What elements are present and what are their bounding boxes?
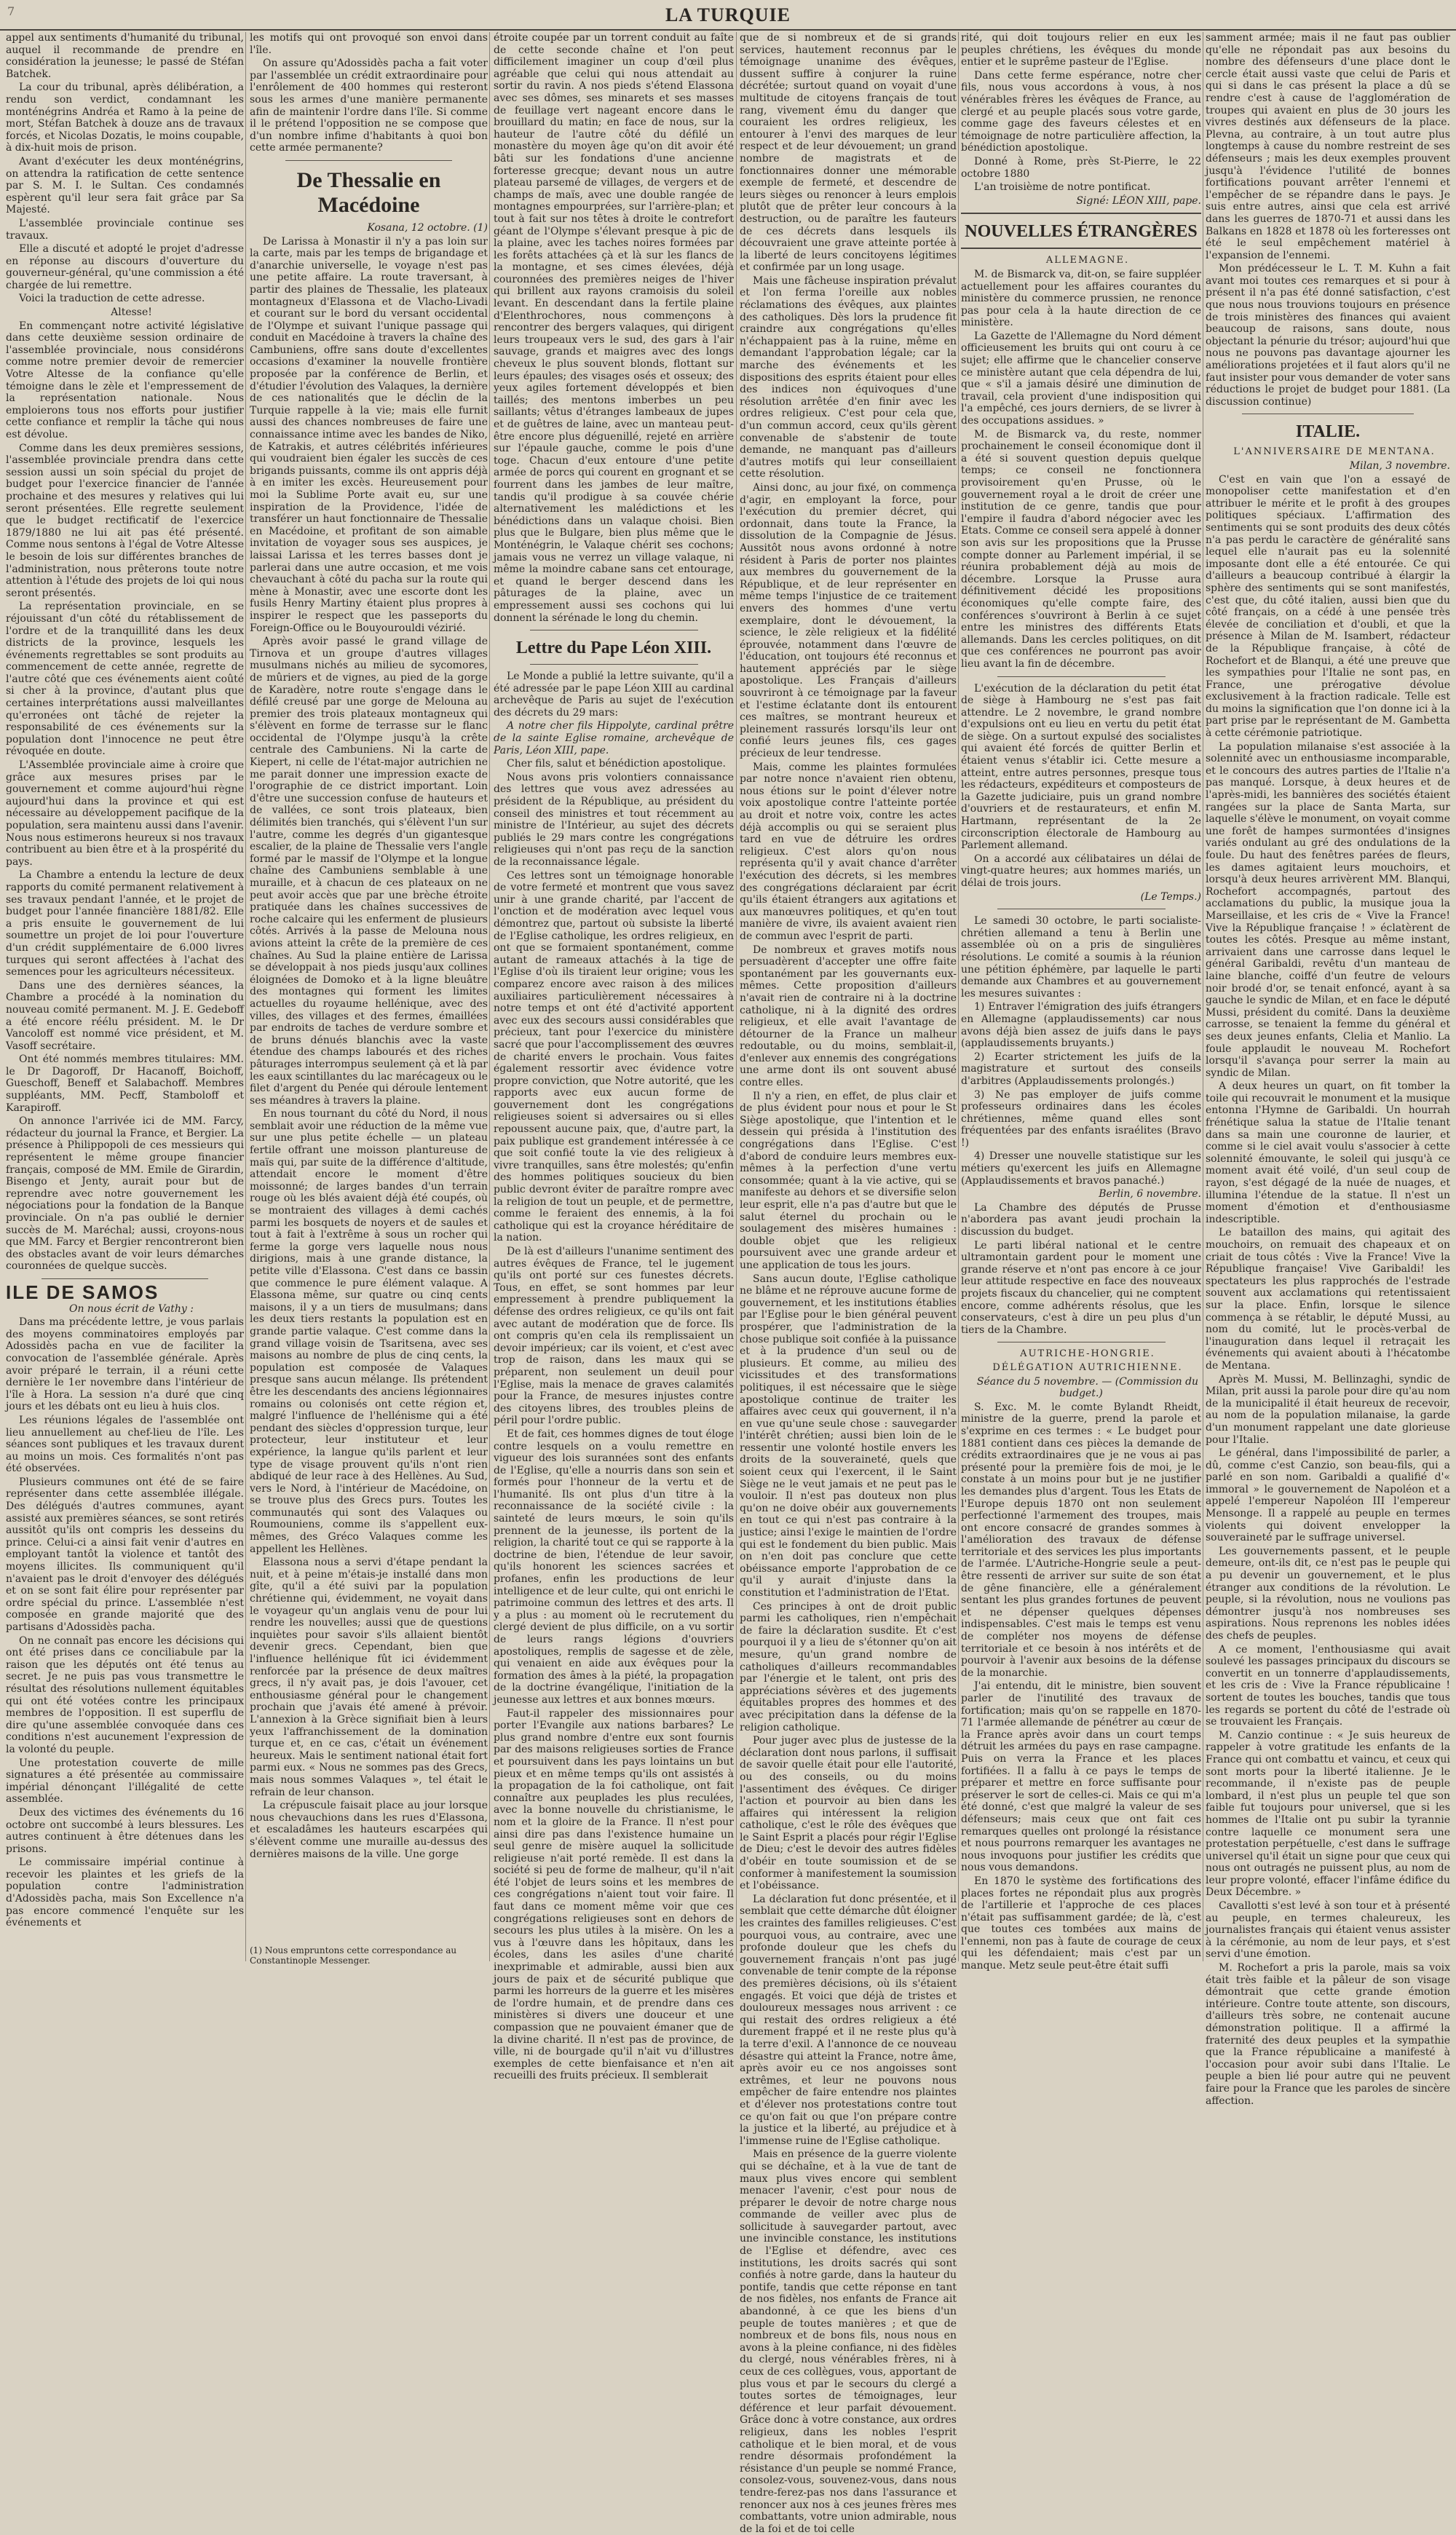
- divider: [530, 664, 698, 665]
- paragraph: Cher fils, salut et bénédiction apostolique.: [507, 758, 726, 770]
- paragraph: L'Assemblée provinciale aime à croire que grâce aux mesures prises par le gouvernement et comme aujourd'hui règne aujourd'hui dans la province et qui est nécessaire au développement pacifique de la population, sera maintenu aussi dans l'avenir. Nous nous estimerons heureux si nos travaux contribuent au bien être et à la prospérité du pays.: [6, 759, 244, 868]
- paragraph: Dans une des dernières séances, la Chambre a procédé à la nomination du nouveau comité permanent. M. J. E. Gedeboff a été encore réélu président. M. le Dr Vancoloff est nommé vice président, et M. Vasoff secrétaire.: [6, 979, 244, 1052]
- paragraph: Sans aucun doute, l'Eglise catholique ne blâme et ne réprouve aucune forme de gouvernement, et les institutions établies par l'Eglise pour le bien général peuvent prospérer, que l'administration de la chose publique soit confiée à la puissance et à la prudence d'un seul ou de plusieurs. Et comme, au milieu des vicissitudes et des transformations politiques, il est nécessaire que le siège apostolique continue de traiter les affaires avec ceux qui gouvernent, il n'a en vue qu'une seule chose : sauvegarder l'intérêt chrétien; aussi bien loin de le ressentir une volonté hostile envers les droits de la souveraineté, quels que soient ceux qui l'exercent, il le Saint Siège ne le veut jamais et ne peut pas le vouloir. Il n'est pas douteux non plus qu'on ne doive obéir aux gouvernements en tout ce qui n'est pas contraire à la justice; ainsi l'exige le maintien de l'ordre qui est le fondement du bien public. Mais on n'en doit pas conclure que cette obéissance emporte l'approbation de ce qu'il y aurait d'injuste dans la constitution et l'administration de l'Etat.: [740, 1273, 957, 1599]
- paragraph: Mais, comme les plaintes formulées par notre nonce n'avaient rien obtenu, nous étions sur le point d'élever notre voix apostolique contre l'atteinte portée au droit et notre voix, contre les actes déjà accomplis ou qui se seraient plus tard en vue de détruire les ordres religieux. C'est alors qu'on nous représenta qu'il y avait chance d'arrêter l'exécution des décrets, si les membres des congrégations déclaraient par écrit qu'ils étaient étrangers aux agitations et aux manœuvres politiques, et qu'en tout manière de vivre, ils avaient avaient rien de commun avec l'esprit de parti.: [740, 761, 957, 942]
- paragraph: S. Exc. M. le comte Bylandt Rheidt, ministre de la guerre, prend la parole et s'exprime en ces termes : « Le budget pour 1881 contient dans ces pièces la demande de crédits extraordinaires que je ne vous ai pas présenté pour la première fois de moi, je le constate à un moins pour but je ne justifier les demandes plus d'argent. Tous les Etats de l'Europe depuis 1870 ont non seulement perfectionné l'armement des troupes, mais ont encore consacré de grandes sommes à l'amélioration des travaux de défense territoriale et des services les plus importants de l'armée. L'Autriche-Hongrie seule a peut-être ressenti de arriver sur suite de son état de gêne financière, elle a généralement sentant les plus grandes fortunes de peuvent et ne dépenser quelques dépenses indispensables. C'est mais le temps est venu de compléter nos moyens de défense territoriale et ce besoin à nos intérêts et de pourvoir à l'avenir aux besoins de la défense de la monarchie.: [961, 1401, 1201, 1679]
- paragraph: On a accordé aux célibataires un délai de vingt-quatre heures; aux hommes mariés, un délai de trois jours.: [961, 853, 1201, 889]
- column-4: [740, 32, 957, 2535]
- masthead: [0, 0, 1456, 31]
- paragraph: Après avoir passé le grand village de Tirnova et un groupe d'autres villages musulmans nichés au milieu de sycomores, de mûriers et de vignes, au pied de la gorge de Karadère, notre route s'engage dans le défilé creusé par une gorge de Melouna au premier des trois plateaux montagneux qui s'élèvent en forme de terrasse sur le flanc occidental de l'Olympe jusqu'à la crête centrale des Cambuniens. Ni la carte de Kiepert, ni celle de l'état-major autrichien ne me parait donner une impression exacte de l'orographie de ce district important. Loin d'être une succession confuse de hauteurs et de vallées, ce sont trois plateaux, bien délimités bien tranchés, qui s'élèvent l'un sur l'autre, comme les degrés d'un gigantesque escalier, de la plaine de Thessalie vers l'angle formé par le massif de l'Olympe et la longue chaîne des Cambuniens semblable à une muraille, et à chacun de ces plateaux on ne peut avoir accès que par une brèche étroite pratiquée dans les chaînes successives de roche calcaire qui les enferment de plusieurs côtés. Arrivés à la passe de Melouna nous avions atteint la crête de la première de ces chaînes. Au Sud la plaine entière de Larissa se développait à nos pieds jusqu'aux collines éloignées de Domoko et à la ligne bleuâtre des montagnes qui forment les limites actuelles du royaume hellénique, avec des villes, des villages et des fermes, émaillées par endroits de taches de verdure sombre et de bruns dénués blanchis avec la vaste étendue des champs labourés et des riches pâturages interrompus seulement çà et là par les eaux scintillantes du lac marécageux ou le filet d'argent du Penée qui déroule lentement ses méandres à travers la plaine.: [250, 636, 488, 1107]
- paragraph: En 1870 le système des fortifications des places fortes ne répondait plus aux progrès de l'artillerie et l'approche de ces places n'était pas suffisamment gardée; de là, c'est que toutes ces tombées aux mains de l'ennemi, non pas à faute de courage de ceux qui les défendaient; mais c'est par un manque. Metz seule peut-être était suffi: [961, 1875, 1201, 1972]
- paragraph: Le parti libéral national et le centre ultramontain gardent pour le moment une grande réserve et n'ont pas encore à ce jour leur attitude respective en face des nouveaux projets fiscaux du chancelier, qui ne comptent encore, comme adhérents résolus, que les conservateurs, c'est à dire un peu plus d'un tiers de la Chambre.: [961, 1239, 1201, 1336]
- paragraph: Mais une fâcheuse inspiration prévalut et l'on ferma l'oreille aux nobles réclamations des évêques, aux plaintes des catholiques. Dès lors la prudence fit craindre aux congrégations qu'elles n'échappaient pas à la ruine, même en demandant l'approbation légale; car la marche des événements et les dispositions des esprits étaient pour elles des indices non équivoques d'une résolution arrêtée d'en finir avec les ordres religieux. C'est pour cela que, d'un commun accord, ceux qu'ils gèrent convenable de s'abstenir de toute demande, ne manquant pas d'ailleurs d'autres motifs qui leur conseillaient cette résolution.: [740, 274, 957, 480]
- address-line: A notre cher fils Hippolyte, cardinal prêtre de la sainte Eglise romaine, archevêque de Paris, Léon XIII, pape.: [494, 720, 734, 756]
- paragraph: que de si nombreux et de si grands services, hautement reconnus par le témoignage unanime des évêques, dussent suffire à conjurer la ruine décrétée; surtout quand on voyait d'une multitude de citoyens français de tout rang, vivement ému du danger que couraient les ordres religieux, les entourer à l'envi des marques de leur respect et de leur dévouement; un grand nombre de magistrats et de fonctionnaires donner une mémorable exemple de fermeté, et descendre de leurs sièges ou renoncer à leurs emplois plutôt que de prêter leur concours à la destruction, ou de paraître les fauteurs de ces décrets dans lesquels ils découvraient une grave atteinte portée à la liberté de leurs concitoyens légitimes et confirmée par un long usage.: [740, 32, 957, 274]
- dateline: Berlin, 6 novembre.: [1099, 1188, 1201, 1201]
- paragraph: Dans ma précédente lettre, je vous parlais des moyens comminatoires employés par Adossidès pacha en vue de faciliter la convocation de l'assemblée générale. Après avoir préparé le terrain, il a réuni cette dernière le 1er novembre dans l'intérieur de l'île à Hora. La session n'a duré que cinq jours et les débats ont eu lieu à huis clos.: [6, 1316, 244, 1413]
- paragraph: M. de Bismarck va, dit-on, se faire suppléer actuellement pour les affaires courantes du ministère du commerce prussien, ne renonce pas pour cela à la haute direction de ce ministère.: [961, 268, 1201, 329]
- paragraph: Une protestation couverte de mille signatures a été présentée au commissaire impérial dénonçant l'illégalité de cette assemblée.: [6, 1757, 244, 1806]
- paragraph: Avant d'exécuter les deux monténégrins, on attendra la ratification de cette sentence par S. M. I. le Sultan. Ces condamnés espèrent qu'il leur sera fait grâce par Sa Majesté.: [6, 155, 244, 216]
- session-line: Séance du 5 novembre. — (Commission du budget.): [976, 1375, 1199, 1400]
- footnote: (1) Nous empruntons cette correspondance au Constantinople Messenger.: [250, 1945, 457, 1966]
- section-heading-foreign-news: NOUVELLES ÉTRANGÈRES: [965, 222, 1198, 242]
- paragraph: En commençant notre activité législative dans cette deuxième session ordinaire de l'assemblée provinciale, nous considérons comme notre premier devoir de remercier Votre Altesse de la confiance qu'elle témoigne dans le zèle et l'empressement de la représentation nationale. Nous emploierons tous nos efforts pour justifier cette confiance et remplir la tâche qui nous est dévolue.: [6, 320, 244, 440]
- section-heading-italy: ITALIE.: [1295, 422, 1361, 442]
- dateline: Kosana, 12 octobre. (1): [367, 221, 488, 234]
- article-heading-thessalie: De Thessalie en Macédoine: [296, 167, 441, 217]
- dateline: On nous écrit de Vathy :: [68, 1302, 194, 1315]
- subheading-germany: ALLEMAGNE.: [1045, 255, 1130, 266]
- paragraph: Le Monde a publié la lettre suivante, qu'il a été adressée par le pape Léon XIII au cardinal archevêque de Paris au sujet de l'exécution des décrets du 29 mars:: [494, 671, 734, 719]
- article-heading-pope-letter: Lettre du Pape Léon XIII.: [515, 638, 712, 658]
- signature-line: Signé: LÉON XIII, pape.: [1076, 194, 1201, 207]
- paragraph: La déclaration fut donc présentée, et il semblait que cette démarche dût éloigner les craintes des familles religieuses. C'est pourquoi vous, au contraire, avec une profonde douleur que les chefs du gouvernement français n'ont pas jugé convenable de tenir compte de la réponse des premières décisions, où ils s'étaient engagés. Et voici que déjà de tristes et douloureux messages nous arrivent : ce qui restait des ordres religieux a été durement frappé et il ne reste plus qu'à la terre d'exil. A l'annonce de ce nouveau désastre qui atteint la France, notre âme, après avoir eu ce nos angoisses sont extrêmes, et leur ne pouvons nous empêcher de faire entendre nos plaintes et d'élever nos protestations contre tout ce qu'on fait ou que l'on prépare contre la justice et la liberté, au préjudice et à l'immense ruine de l'Eglise catholique.: [740, 1893, 957, 2147]
- paragraph: étroite coupée par un torrent conduit au faîte de cette seconde chaîne et l'on peut difficilement imaginer un coup d'œil plus agréable que celui qui nous attendait au sortir du ravin. A nos pieds s'étend Elassona avec ses dômes, ses minarets et ses masses de feuillage vert nageant encore dans le brouillard du matin; en face de nous, sur la hauteur de l'autre côté du défilé un monastère du moyen âge qu'on dit avoir été bâti sur les fondations d'une ancienne forteresse grecque; devant nous un autre plateau parsemé de villages, de vergers et de champs de maïs, avec une double rangée de montagnes empourprées, sur l'arrière-plan; et tout à fait sur nos têtes à droite le contrefort géant de l'Olympe s'élevant presque à pic de la plaine, avec les taches noires formées par les forêts attachées çà et là sur les flancs de la montagne, et ses cimes élevées, déjà couronnées des premières neiges de l'hiver qui brillent aux rayons cramoisis du soleil levant. En descendant dans la fertile plaine d'Elenthrochores, nous commençons à rencontrer des bergers valaques, qui dirigent leurs troupeaux vers le sud, des gars à l'air sauvage, grands et maigres avec des longs cheveux le plus souvent blonds, flottant sur leurs épaules; des visages osés et osseux; des yeux agiles fortement développés et bien taillés; des mentons imberbes un peu saillants; vêtus d'étranges lambeaux de jupes et de guêtres de laine, avec un manteau peut-être encore plus déguenillé, rejeté en arrière sur l'épaule gauche, comme le pois d'une toge. Chacun d'eux entoure d'une petite armée de porcs qui courent en grognant et se fourrent dans les jambes de leur maître, tandis qu'il prodigue à sa couvée chérie alternativement les malédictions et les bénédictions dans un valaque choisi. Bien plus que le Bulgare, bien plus même que le Monténégrin, le Valaque chérit ses cochons; jamais vous ne verrez un village valaque, ni même la moindre cabane sans cet entourage, et quand le berger descend dans les pâturages de la plaine, avec un empressement aussi ses cochons qui lui donnent la sérénade le long du chemin.: [494, 32, 734, 624]
- paragraph: A ce moment, l'enthousiasme qui avait soulevé les passages principaux du discours se convertit en un tonnerre d'applaudissements, et les cris de : Vive la France républicaine ! sortent de toutes les bouches, tandis que tous les regards se portent du côté de l'estrade où se trouvaient les Français.: [1206, 1643, 1450, 1728]
- paragraph: De nombreux et graves motifs nous persuadèrent d'accepter une offre faite spontanément par les gouvernants eux-mêmes. Cette proposition d'ailleurs n'avait rien de contraire ni à la doctrine catholique, ni à la dignité des ordres religieux, et elle avait l'avantage de détourner de la France un malheur redoutable, ou du moins, semblait-il, d'enlever aux ennemis des congrégations une arme dont ils ont souvent abusé contre elles.: [740, 944, 957, 1089]
- paragraph: Ont été nommés membres titulaires: MM. le Dr Dagoroff, Dr Hacanoff, Boichoff, Gueschoff, Beneff et Salabachoff. Membres suppléants, MM. Pecff, Stamboloff et Karapiroff.: [6, 1053, 244, 1114]
- paragraph: 4) Dresser une nouvelle statistique sur les métiers qu'exercent les juifs en Allemagne (Applaudissements et bravos panaché.): [961, 1150, 1201, 1187]
- paragraph: Faut-il rappeler des missionnaires pour porter l'Evangile aux nations barbares? Le plus grand nombre d'entre eux sont fournis par des maisons religieuses sorties de France et poursuivent dans les pays lointains un but pieux et en même temps qu'ils ont assistés à la propagation de la foi catholique, ont fait connaître aux peuplades les plus reculées, avec la bonne nouvelle du christianisme, le nom et la gloire de la France. Il n'est pour ainsi dire pas dans l'existence humaine un seul genre de misère auquel la sollicitude religieuse n'ait porté remède. Il est dans la société si peu de forme de malheur, qu'il n'ait été l'objet de leurs soins et les membres de ces congrégations n'aient tout voir faire. Il faut dans ce moment même voir que ces congrégations religieuses sont en dehors de secours les plus utiles à la misère. On les a vus à l'œuvre dans les hôpitaux, dans les écoles, dans les asiles d'une charité inexprimable et admirable, aussi bien aux jours de paix et de sécurité publique que parmi les horreurs de la guerre et les misères de l'ordre humain, et de prendre dans ces ministères si divers une douceur et une compassion que ne pouvaient émaner que de la divine charité. Il n'est pas de province, de ville, ni de bourgade qu'il n'ait vu d'illustres exemples de cette bienfaisance et n'en ait recueilli des fruits précieux. Il semblerait: [494, 1707, 734, 2082]
- paragraph: De Larissa à Monastir il n'y a pas loin sur la carte, mais par les temps de brigandage et d'anarchie universelle, le voyage n'est pas une petite affaire. La route traversant, à partir des plaines de Thessalie, les plateaux montagneux d'Elassona et de Vlacho-Livadi et courant sur le bord du versant occidental de l'Olympe et suivant l'unique passage qui conduit en Macédoine à travers la chaîne des Cambuniens, offre sans doute d'excellentes occasions d'examiner la nouvelle frontière proposée par la conférence de Berlin, et d'étudier l'évolution des Valaques, la dernière de ces nationalités que le déclin de la Turquie rappelle à la vie; mais elle furnit aussi des chances nombreuses de faire une connaissance intime avec les bandes de Niko, de Katrakis, et autres célébrités inférieures qui voudraient bien égaler les succès de ces brigands puissants, comme ils ont appris déjà à en imiter les excès. Heureusement pour moi la Sublime Porte avait eu, sur une inspiration de la Providence, l'idée de transférer un haut fonctionnaire de Thessalie en Macédoine, et profitant de son aimable invitation de voyager sous ses auspices, je laissai Larissa et les terres basses dont je parlerai dans une autre occasion, et me vois chevauchant à côté du pacha sur la route qui mène à Monastir, avec une escorte dont les fusils Henry Martiny étaient plus propres à inspirer le respect que les passeports du Foreign-Office ou le Bouyourouldi vézirié.: [250, 235, 488, 634]
- source-attribution: (Le Temps.): [1140, 890, 1201, 903]
- page-mark: 7: [7, 4, 15, 18]
- column-rule: [489, 32, 490, 1961]
- column-1: [6, 32, 244, 1961]
- paragraph: Le commissaire impérial continue à recevoir les plaintes et les griefs de la population contre l'administration d'Adossidès pacha, mais Son Excellence n'a pas encore commencé l'enquête sur les événements et: [6, 1856, 244, 1929]
- paragraph: Et de fait, ces hommes dignes de tout éloge contre lesquels on a voulu remettre en vigueur des lois surannées sont des enfants de l'Eglise, qu'elle a nourris dans son sein et formés pour l'honneur de la vertu et de l'humanité. Ils ont plus d'un titre à la reconnaissance de la société civile : la sainteté de leurs mœurs, le soin qu'ils prennent de la jeunesse, ils portent de la religion, la charité tout ce qui se rapporte à la doctrine de bien, l'étendue de leur savoir, qu'ils honorent les sciences sacrées et profanes, enfin les productions de leur intelligence et de leur culte, qui ont enrichi le patrimoine commun des lettres et des arts. Il y a plus : au moment où le recrutement du clergé devient de plus difficile, on a vu sortir de leurs rangs légions d'ouvriers apostoliques, remplis de sagesse et de zèle, qui venaient en aide aux évêques pour la formation des âmes à la piété, la propagation de la doctrine évangélique, l'initiation de la jeunesse aux lettres et aux bonnes mœurs.: [494, 1428, 734, 1706]
- paragraph: La représentation provinciale, en se réjouissant d'un côté du rétablissement de l'ordre et de la tranquillité dans les deux districts de la province, lesquels les événements regrettables se sont produits au commencement de cette année, regrette de l'autre côté que ces événements aient coûté si cher à la province, d'autant plus que certaines interprétations aussi malveillantes qu'erronées ont tâché de rejeter la responsabilité de ces événements sur la population dont l'innocence ne peut être révoquée en doute.: [6, 601, 244, 758]
- paragraph: De là est d'ailleurs l'unanime sentiment des autres évêques de France, tel le jugement qu'ils ont porté sur ces funestes décrets. Tous, en effet, se sont hommes par leur empressement à prendre publiquement la défense des ordres religieux, ce qu'ils ont fait avec autant de modération que de force. Ils ont compris qu'en cela ils remplissaient un devoir impérieux; car ils voient, et c'est avec trop de raison, dans les maux qui se préparent, non seulement un deuil pour l'Eglise, mais la menace de graves calamités pour la France, de mesures injustes contre des citoyens libres, des troubles pleins de péril pour l'ordre public.: [494, 1246, 734, 1427]
- paragraph: M. Canzio continue : « Je suis heureux de rappeler à votre gratitude les enfants de la France qui ont combattu et vaincu, et ceux qui sont morts pour la liberté italienne. Je le recommande, il n'existe pas de peuple lombard, il n'est plus un peuple tel que son faible fut toujours pour universel, que si les hommes de l'Italie ont pu subir la tyrannie contre laquelle ce monument sera une protestation perpétuelle, c'est dans le suffrage universel qu'il était un signe pour que ceux qui nous ont outragés ne puissent plus, au nom de leur propre volonté, effacer l'infâme édifice du Deux Décembre. »: [1206, 1729, 1450, 1899]
- paragraph: En nous tournant du côté du Nord, il nous semblait avoir une réduction de la même vue sur une plus petite échelle — un plateau fertile offrant une moisson plantureuse de maïs qui, par suite de la différence d'altitude, attendait encore le moment d'être moissonné; de larges bandes d'un terrain rouge où les blés avaient déjà été coupés, où se montraient des villages à demi cachés parmi les bosquets de noyers et de saules et tout à fait à l'extrême à sous un rocher qui ferme la gorge vers laquelle nous nous dirigions, mais à une grande distance, la petite ville d'Elassona. C'est dans ce bassin que commence le pure élément valaque. A Elassona même, sur quatre ou cinq cents maisons, il y a un tiers de musulmans; dans les deux tiers restants la population est en grande partie valaque. C'est comme dans la grand village voisin de Tsaritsena, avec ses maisons au nombre de plus de cinq cents, la population est composée de Valaques presque sans aucun mélange. Ils prétendent être les descendants des anciens légionnaires romains ou colonisés ont cette région et, malgré l'influence de l'hellénisme qui a été pendant des siècles d'oppression turque, leur protecteur, leur instituteur et leur expérience, la langue qu'ils parlent et leur type de visage prouvent qu'ils n'ont rien abdiqué de leur race à des Hellènes. Au Sud, vers le Nord, à l'intérieur de Macédoine, on se trouve plus des Grecs purs. Toutes les communautés qui sont des Valaques ou Roumouniens, comme ils s'appellent eux-mêmes, des Gréco Valaques comme les appellent les Hellènes.: [250, 1108, 488, 1555]
- paragraph: Deux des victimes des événements du 16 octobre ont succombé à leurs blessures. Les autres continuent à être détenues dans les prisons.: [6, 1806, 244, 1855]
- paragraph: Les gouvernements passent, et le peuple demeure, ont-ils dit, ce n'est pas le peuple qui a pu devenir un gouvernement, et le plus étranger aux conditions de la révolution. Le peuple, si la révolution, nous ne voulions pas démontrer jusqu'à nos nombreuses ses aspirations. Nous reprenons les nobles idées des chefs de peuples.: [1206, 1545, 1450, 1642]
- paragraph: La Chambre des députés de Prusse n'abordera pas avant jeudi prochain la discussion du budget.: [961, 1201, 1201, 1238]
- paragraph: samment armée; mais il ne faut pas oublier qu'elle ne répondait pas aux besoins du nombre des défenseurs d'une place dont le cercle était aussi vaste que celui de Paris et qui si dans le cas présent la place a dû se rendre c'est à cause de l'agglomération de troupes qui avaient en plus de 30 jours les vivres destinés aux défenseurs de la place. Plevna, au contraire, à un tout autre plus longtemps à cause du nombre restreint de ses défenseurs ; mais les deux exemples prouvent jusqu'à l'évidence l'utilité de bonnes fortifications pouvant arrêter l'ennemi et l'empêcher de se répandre dans le pays. Je suis entre autres, ainsi que cela est arrivé dans les guerres de 1870-71 et aussi dans les Balkans en 1828 et 1878 où les forteresses ont été le seul empêchement matériel à l'expansion de l'ennemi.: [1206, 32, 1450, 261]
- paragraph: L'assemblée provinciale continue ses travaux.: [6, 217, 244, 242]
- dateline: Milan, 3 novembre.: [1349, 460, 1450, 472]
- paragraph: Comme dans les deux premières sessions, l'assemblée provinciale prendra dans cette session aussi un soin spécial du projet de budget pour l'exercice financier de l'année prochaine et des mesures y relatives qui lui seront présentées. Elle regrette seulement que le budget rectificatif de l'exercice 1879/1880 ne lui ait pas été présenté. Comme nous sentons à l'égal de Votre Altesse le besoin de lois sur différentes branches de l'administration, nous prêterons toute notre attention à l'étude des projets de loi qui nous seront présentés.: [6, 442, 244, 599]
- paragraph: A deux heures un quart, on fit tomber la toile qui recouvrait le monument et la musique entonna l'Hymne de Garibaldi. Un hourrah frénétique salua la statue de l'Italie tenant dans sa main une couronne de laurier, et comme si le ciel avait voulu s'associer à cette solennité émouvante, le soleil qui jusqu'à ce moment avait été voilé, d'un seul coup de rayon, s'est dégagé de la nuée de nuages, et illumina l'étendue de la statue. Il n'est un moment d'émotion et d'enthousiasme indescriptible.: [1206, 1080, 1450, 1225]
- paragraph: Il n'y a rien, en effet, de plus clair et de plus évident pour nous et pour le St Siège apostolique, que l'intention et le dessein qui présida à l'institution des congrégations dans l'Eglise. C'est d'abord de conduire leurs membres eux-mêmes à la perfection d'une vertu consommée; quant à la vie active, qui se manifeste au dehors et se diversifie selon leur esprit, elle n'a pas d'autre but que le salut éternel du prochain ou le soulagement des misères humaines : double objet que les religieux poursuivent avec une grande ardeur et une application de tous les jours.: [740, 1090, 957, 1271]
- salutation: Altesse!: [111, 307, 152, 319]
- paragraph: Ces principes à ont de droit public parmi les catholiques, rien n'empêchait de faire la déclaration susdite. Et c'est pourquoi il y a lieu de s'étonner qu'on ait mesure, qu'un grand nombre de catholiques d'ailleurs recommandables par l'énergie et le talent, ont pris des appréciations sévères et des jugements équitables propres des hommes et des avec précipitation dans la défense de la religion catholique.: [740, 1600, 957, 1733]
- paragraph: Elassona nous a servi d'étape pendant la nuit, et à peine m'étais-je installé dans mon gîte, qu'il a été suivi par la population chrétienne qui, évidemment, ne voyait dans le voyageur qu'un anglais venu de pour lui rendre les nouvelles; aussi que de questions inquiètes pour savoir s'ils allaient bientôt devenir grecs. Cependant, bien que l'influence hellénique fût ici évidemment renforcée par la présence de deux maîtres grecs, il n'y avait pas, je dois l'avouer, cet enthousiasme général pour le changement prochain que j'avais été amené à prévoir. L'annexion à la Grèce signifiait bien à leurs yeux l'affranchissement de la domination turque et, en ce cas, c'était un événement heureux. Mais le sentiment national était fort parmi eux. « Nous ne sommes pas des Grecs, mais nous sommes Valaques », tel était le refrain de leur chanson.: [250, 1557, 488, 1798]
- paragraph: On annonce l'arrivée ici de MM. Farcy, rédacteur du journal la France, et Bergier. La présence à Philippopoli de ces messieurs qui représentent le même groupe financier français, composé de MM. Emile de Girardin, Bisengo et Jenty, aurait pour but de reprendre avec notre gouvernement les négociations pour la fondation de la Banque provinciale. On n'a pas oublié le dernier succès de M. Maréchal; aussi, croyons-nous que MM. Farcy et Bergier rencontreront bien des obstacles avant de voir leurs démarches couronnées de quelque succès.: [6, 1115, 244, 1273]
- paragraph: Le général, dans l'impossibilité de parler, a dû, comme c'est Canzio, son beau-fils, qui a parlé en son nom. Garibaldi a qualifié d'« immoral » le gouvernement de Napoléon et a appelé l'empereur Napoléon III l'empereur Mensonge. Il a rappelé au peuple en termes violents qui doivent envelopper la souveraineté par le suffrage universel.: [1206, 1447, 1450, 1544]
- divider: [997, 676, 1166, 677]
- column-rule: [736, 32, 737, 1961]
- paragraph: rité, qui doit toujours relier en eux les peuples chrétiens, les évêques du monde entier et le suprême pasteur de l'Eglise.: [961, 32, 1201, 68]
- paragraph: Elle a discuté et adopté le projet d'adresse en réponse au discours d'ouverture du gouverneur-général, qu'une commission a été chargée de lui remettre.: [6, 243, 244, 291]
- paragraph: Cavallotti s'est levé à son tour et à présenté au peuple, en termes chaleureux, les journalistes français qui étaient venus assister à la cérémonie, au nom de leur pays, et s'est servi d'une émotion.: [1206, 1900, 1450, 1961]
- subheading-delegation: DÉLÉGATION AUTRICHIENNE.: [992, 1361, 1183, 1373]
- paragraph: 3) Ne pas employer de juifs comme professeurs ordinaires dans les écoles chrétiennes, même quand elles sont fréquentées par des enfants israélites (Bravo !): [961, 1088, 1201, 1149]
- subheading-mentana: L'ANNIVERSAIRE DE MENTANA.: [1233, 446, 1436, 458]
- paragraph: Ces lettres sont un témoignage honorable de votre fermeté et montrent que vous savez unir à une grande charité, par l'accent de l'onction et de modération avec lequel vous démontrez que, partout où subsiste la liberté de l'Eglise catholique, les ordres religieux, en ont que se formaient spontanément, comme autant de rameaux attachés à la tige de l'Eglise d'où ils tiraient leur origine; vous les comparez encore avec raison à des milices auxiliaires particulièrement nécessaires à notre temps et ont été d'activité apportent avec eux des secours aussi considérables que précieux, tant pour l'exercice du ministère sacré que pour l'accomplissement des œuvres de charité envers le prochain. Vous faites également ressortir avec évidence votre propre conviction, que Notre autorité, que les rapports avec eux aucun forme de gouvernement dont les congrégations religieuses soient si adversaires ou si elles repoussent aucune paix, que, d'autre part, la paix publique est grandement intéressée à ce que soit confié toute la vie des religieux à vivre tranquilles, sans être molestés; qu'enfin des hommes politiques soucieux du bien public devront éviter de paraître rompre avec la religion de tout un peuple, et de permettre, comme le feraient des ennemis, à la foi catholique qui est la croyance héréditaire de la nation.: [494, 869, 734, 1244]
- divider: [41, 1278, 208, 1279]
- paragraph: Voici la traduction de cette adresse.: [19, 293, 205, 305]
- paragraph: M. Rochefort a pris la parole, mais sa voix était très faible et la pâleur de son visage démontrait que cette grande émotion intérieure. Contre toute attente, son discours, d'ailleurs très sobre, ne contenait aucune démonstration politique. Il a affirmé la fraternité des deux peuples et la sympathie que la France républicaine a manifesté à l'occasion pour avoir subi dans l'Italie. Le peuple a bien lié pour autre qui ne peuvent faire pour la France que les paroles de sincère affection.: [1206, 1962, 1450, 2107]
- paragraph: Nous avons pris volontiers connaissance des lettres que vous avez adressées au président de la République, au président du conseil des ministres et tout récemment au ministre de l'Intérieur, au sujet des décrets publiés le 29 mars contre les congrégations religieuses qui n'ont pas reçu de la sanction de la reconnaissance légale.: [494, 771, 734, 868]
- column-5: [961, 32, 1201, 1972]
- paragraph: La Chambre a entendu la lecture de deux rapports du comité permanent relativement à ses travaux pendant l'année, et le projet de budget pour l'année financière 1881/82. Elle a pris ensuite le gouvernement de lui soumettre un projet de loi pour l'ouverture d'un crédit supplémentaire de 6.000 livres turques qui seront affectées à l'achat des semences pour les agriculteurs nécessiteux.: [6, 869, 244, 978]
- subheading-austria-hungary: AUTRICHE-HONGRIE.: [1020, 1348, 1155, 1360]
- paragraph: Donné à Rome, près St-Pierre, le 22 octobre 1880: [961, 155, 1201, 180]
- paragraph: La Gazette de l'Allemagne du Nord dément officieusement les bruits qui ont couru à ce sujet; elle affirme que le chancelier conserve ce ministère autant que cela dépendra de lui, que « s'il a jamais désiré une diminution de travail, cela provient d'une indisposition qui l'a empêché, ces jours derniers, de se livrer à des occupations assidues. »: [961, 330, 1201, 427]
- paragraph: 2) Ecarter strictement les juifs de la magistrature et surtout des conseils d'arbitres (Applaudissements prolongés.): [961, 1051, 1201, 1087]
- newspaper-title: LA TURQUIE: [665, 4, 791, 25]
- paragraph: Ainsi donc, au jour fixé, on commença d'agir, en employant la force, pour l'exécution du premier décret, qui ordonnait, dans toute la France, la dissolution de la Compagnie de Jésus. Aussitôt nous avons ordonné à notre résident à Paris de porter nos plaintes aux membres du gouvernement de la République, et de leur représenter en même temps l'injustice de ce traitement envers des hommes d'une vertu exemplaire, dont le dévouement, la science, le zèle religieux et la fidélité éprouvée, notamment dans l'œuvre de l'éducation, ont toujours été reconnus et hautement appréciés par le siège apostolique. Les Français d'ailleurs souvriront à ce témoignage par la faveur et l'estime éclatante dont ils entourent ces maîtres, se montrant heureux et pleinement rassurés lorsqu'ils leur ont confié leurs jeunes fils, ces gages précieux de leur tendresse.: [740, 481, 957, 760]
- paragraph: La cour du tribunal, après délibération, a rendu son verdict, condamnant les monténégrins Andréa et Ramo à la peine de mort, Stéfan Batchek à douze ans de travaux forcés, et Nicolas Dozatis, le moins coupable, à dix-huit mois de prison.: [6, 82, 244, 154]
- paragraph: Les réunions légales de l'assemblée ont lieu annuellement au chef-lieu de l'île. Les séances sont publiques et les travaux durent au moins un mois. Ces formalités n'ont pas été observées.: [6, 1414, 244, 1475]
- paragraph: M. de Bismarck va, du reste, nommer prochainement le conseil économique dont il a été si souvent question depuis quelque temps; ce conseil ne fonctionnera provisoirement qu'en Prusse, où le gouvernement royal a le droit de créer une institution de ce genre, tandis que pour l'empire il faudra d'abord négocier avec les Etats. Comme ce conseil sera appelé à donner son avis sur les propositions que la Prusse compte donner au Parlement impérial, il se réunira probablement déjà au mois de décembre. Lorsque la Prusse aura définitivement décidé les propositions économiques qu'elle compte faire, des conférences s'ouvriront à Berlin à ce sujet entre les ministres des différents Etats allemands. Dans les cercles politiques, on dit que ces conférences ne pourront pas avoir lieu avant la fin de décembre.: [961, 428, 1201, 670]
- paragraph: 1) Entraver l'émigration des juifs étrangers en Allemagne (applaudissements) car nous avons déjà bien assez de juifs dans le pays (applaudissements bruyants.): [961, 1001, 1201, 1050]
- paragraph: les motifs qui ont provoqué son envoi dans l'île.: [250, 32, 488, 56]
- paragraph: Après M. Mussi, M. Bellinzaghi, syndic de Milan, prit aussi la parole pour dire qu'au nom de la municipalité il était heureux de recevoir, au nom de la population milanaise, la garde d'un monument rappelant une date glorieuse pour l'Italie.: [1206, 1373, 1450, 1446]
- column-rule: [245, 32, 246, 1961]
- paragraph: Dans cette ferme espérance, notre cher fils, nous vous accordons à vous, à nos vénérables frères les évêques de France, au clergé et au peuple placés sous votre garde, comme gage des faveurs célestes et en témoignage de notre particulière affection, la bénédiction apostolique.: [961, 69, 1201, 154]
- divider: [961, 248, 1201, 249]
- section-heading-samos: ILE DE SAMOS: [6, 1281, 159, 1303]
- paragraph: appel aux sentiments d'humanité du tribunal, auquel il recommande de prendre en considération la jeunesse; le passé de Stéfan Batchek.: [6, 32, 244, 80]
- divider: [285, 160, 452, 161]
- paragraph: Plusieurs communes ont été de se faire représenter dans cette assemblée illégale. Des délégués d'autres communes, ayant assisté aux premières séances, se sont retirés aussitôt qu'ils ont compris les desseins du prince. Celui-ci a ainsi fait venir d'autres en employant tantôt la violence et tantôt des moyens illicites. Ils communiquent qu'il n'avaient pas le droit d'envoyer des délégués et on se sont fait élire pour représenter par ordre spécial du prince. L'assemblée n'est composée en grande majorité que des partisans d'Adossidès pacha.: [6, 1476, 244, 1633]
- paragraph: On ne connaît pas encore les décisions qui ont été prises dans ce conciliabule par la raison que les députés ont été tenus au secret. Je ne puis pas vous transmettre le résultat des résolutions nullement équitables qui ont été votées contre les principaux membres de l'opposition. Il est superflu de dire qu'une assemblée convoquée dans ces conditions n'est aucunement l'expression de la volonté du peuple.: [6, 1634, 244, 1755]
- column-2: [250, 32, 488, 1941]
- paragraph: La crépuscule faisait place au jour lorsque nous chevauchions dans les rues d'Elassona, et escaladâmes les hauteurs escarpées qui s'élèvent comme une muraille au-dessus des dernières maisons de la ville. Une gorge: [250, 1800, 488, 1860]
- column-6: [1206, 32, 1450, 2107]
- paragraph: Mon prédécesseur le L. T. M. Kuhn a fait avant moi toutes ces remarques et si pour à présent il n'a pas été donné satisfaction, c'est que nous nous trouvions toujours en présence de trois ministères des finances qui avaient beaucoup de raisons, sans doute, nous objectant la pénurie du trésor; aujourd'hui que nous ne pouvons pas davantage ajourner les améliorations projetées et il faut alors qu'il ne faut insister pour vous demander de voter sans réductions le projet de budget pour 1881. (La discussion continue): [1206, 263, 1450, 408]
- paragraph: C'est en vain que l'on a essayé de monopoliser cette manifestation et d'en attribuer le mérite et le profit à des groupes politiques spéciaux. L'affirmation des sentiments qui se sont produits des deux côtés n'a pas perdu le caractère de généralité sans lequel elle n'aurait pas eu la solennité imposante dont elle a été entourée. Ce qui d'ailleurs a beaucoup contribué à élargir la sphère des sentiments qui se sont manifestés, c'est que, du côté italien, aussi bien que du côté français, on a cédé à une pensée très élevée de conciliation et d'oubli, et que la présence à Milan de M. Isambert, rédacteur de la République française, à côté de Rochefort et de Blanqui, a été une preuve que les sympathies pour l'Italie ne sont pas, en France, une prérogative dévolue exclusivement à la fraction radicale. Telle est du moins la signification que l'on donne ici à la part prise par le représentant de M. Gambetta à cette cérémonie patriotique.: [1206, 473, 1450, 740]
- paragraph: Le samedi 30 octobre, le parti socialiste-chrétien allemand a tenu à Berlin une assemblée où on a pris de singulières résolutions. Le comité a soumis à la réunion une pétition éphémère, par laquelle le parti demande aux Chambres et au gouvernement les mesures suivantes :: [961, 915, 1201, 1000]
- paragraph: L'an troisième de notre pontificat.: [974, 181, 1151, 194]
- column-rule: [958, 32, 959, 1961]
- divider: [961, 213, 1201, 214]
- paragraph: On assure qu'Adossidès pacha a fait voter par l'assemblée un crédit extraordinaire pour l'enrôlement de 400 hommes qui resteront sous les armes d'une manière permanente afin de maintenir l'ordre dans l'île. Si comme il le prétend l'opposition ne se compose que d'un nombre infime d'habitants à quoi bon cette armée permanente?: [250, 58, 488, 154]
- column-3: [494, 32, 734, 2082]
- paragraph: Pour juger avec plus de justesse de la déclaration dont nous parlons, il suffisait de savoir quelle était pour elle l'autorité, ou des conseils, ou du moins l'assentiment des évêques. Ce diriger l'action et pourvoir au bien dans les affaires qui intéressent la religion catholique, c'est le rôle des évêques que le Saint Esprit a placés pour régir l'Eglise de Dieu; c'est le devoir des autres fidèles d'obéir en toute soumission et de se conformer à manifestement la soumission et l'obéissance.: [740, 1735, 957, 1892]
- paragraph: J'ai entendu, dit le ministre, bien souvent parler de l'inutilité des travaux de fortification; mais qu'on se rappelle en 1870-71 l'armée allemande de pénétrer au cœur de la France après avoir dans un court temps détruit les armées du pays en rase campagne. Puis on verra la France et les places fortifiées. Il a fallu à ce pays le temps de préparer et mettre en force suffisante pour préserver le sort de celles-ci. Mais ce qui m'a été donné, c'est que malgré la valeur de ses défenseurs; mais ceux que ont fait ces remarques quelles ont prolongé la résistance et nous pourrons remarquer les avantages ne nous invoquons pour justifier les crédits que nous vous demandons.: [961, 1680, 1201, 1874]
- paragraph: Mais en présence de la guerre violente qui se déchaîne, et à la vue de tant de maux plus vives encore qui semblent menacer l'avenir, c'est pour nous de préparer le devoir de notre charge nous commande de veiller avec plus de sollicitude à sauvegarder partout, avec une invincible constance, les institutions de l'Eglise et défendre, avec ces institutions, les droits sacrés qui sont confiés à notre garde, dans la hauteur du pontife, tandis que cette réponse en tant de nos fidèles, nos enfants de France ait abandonné, à ce que les biens d'un peuple de toutes manières ; et que de nombreux et de bons fils, nous nous en avons à la pleine confiance, ni des fidèles du clergé, nous vénérables frères, ni à ceux de ces collègues, vous, apportant de plus vous et par le secours du clergé a toutes sortes de témoignages, leur déférence et leur parfait dévouement. Grâce donc à votre constance, aux ordres religieux, dans les nobles l'esprit catholique et le bien moral, et de vous rendre désormais profondément la résistance d'un peuple se nommé France, consolez-vous, souvenez-vous, dans nous tendre-ferez-pas nos dans l'assurance et renoncer aux nos à ces jeunes frères mes combattants, votre union admirable, nous de la foi et de toi celle: [740, 2148, 957, 2535]
- paragraph: La population milanaise s'est associée à la solennité avec un enthousiasme incomparable, et le concours des autres parties de l'Italie n'a pas manqué. Lorsque, à deux heures et de l'après-midi, les bannières des sociétés étaient rangées sur la place de Santa Marta, sur laquelle s'élève le monument, on voyait comme une forêt de hampes surmontées d'insignes variés ondulant au gré des ondulations de la foule. Du haut des fenêtres parées de fleurs, les dames agitaient leurs mouchoirs, et lorsqu'à deux heures arrivèrent MM. Blanqui, Rochefort accompagnés, partout des acclamations du public, la musique joua la Marseillaise, et les cris de « Vive la France! Vive la République française ! » éclatèrent de toutes les côtés. Presque au même instant, arrivaient dans une carrosse dans lequel le général Garibaldi, revêtu d'un manteau de laine blanche, coiffé d'un feutre de velours noir brodé d'or, se tenait enfoncé, ayant à sa gauche le syndic de Milan, et en face le député Mussi, président du comité. Dans la deuxième carrosse, se tenaient la femme du général et ses deux jeunes enfants, Clelia et Manlio. La foule applaudit le nouveau M. Rochefort lorsqu'il s'avança pour serrer la main au syndic de Milan.: [1206, 740, 1450, 1079]
- paragraph: L'exécution de la déclaration du petit état de siège à Hambourg ne s'est pas fait attendre. Le 2 novembre, le grand nombre d'expulsions ont eu lieu en vertu du petit état de siège. On a surtout expulsé des socialistes qui avaient été forcés de quitter Berlin et étaient venus s'établir ici. Cette mesure a atteint, entre autres personnes, presque tous les rédacteurs, expéditeurs et composteurs de la Gazette judiciaire, puis un grand nombre d'ouvriers et de restaurateurs, et enfin M. Hartmann, représentant de la 2e circonscription électorale de Hambourg au Parlement allemand.: [961, 682, 1201, 852]
- paragraph: Le bataillon des mains, qui agitait des mouchoirs, on remuait des chapeaux et on criait de tous côtés : Vive la France! Vive la République française! Vive Garibaldi! les spectateurs les plus rapprochés de l'estrade souvent aux acclamations qui retentissaient sur la place. Enfin, lorsque le silence commença à se rétablir, le député Mussi, au nom du comité, lut le procès-verbal de l'inauguration dans lequel il retraçait les événements qui avaient abouti à l'hécatombe de Mentana.: [1206, 1227, 1450, 1372]
